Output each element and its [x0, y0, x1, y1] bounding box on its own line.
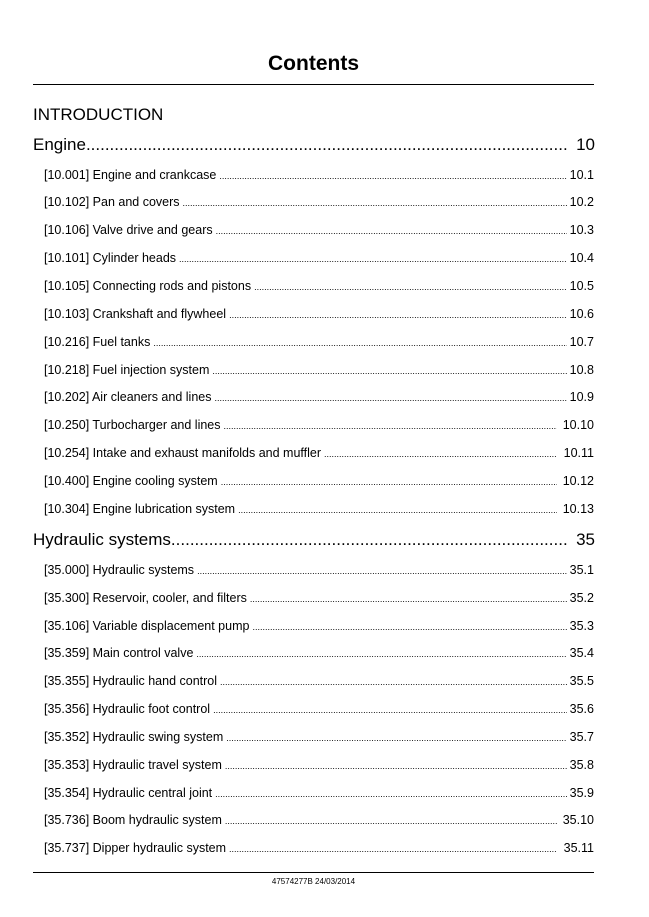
dot-leader — [153, 335, 566, 351]
title-rule — [33, 84, 594, 85]
toc-entry-page: 35.10 — [562, 813, 594, 827]
toc-entry-label: [10.101] Cylinder heads — [44, 251, 177, 265]
toc-entry[interactable] — [44, 562, 594, 579]
document-footer: 47574277B 24/03/2014 — [271, 877, 356, 886]
toc-entry-page: 10.13 — [562, 502, 594, 516]
toc-entry[interactable] — [44, 334, 594, 351]
toc-entry-label: [35.106] Variable displacement pump — [44, 619, 250, 633]
toc-entry-label: [35.356] Hydraulic foot control — [44, 702, 211, 716]
dot-leader — [213, 702, 567, 718]
toc-entry-page: 10.7 — [569, 335, 594, 349]
toc-entry-label: [10.216] Fuel tanks — [44, 335, 151, 349]
toc-entry[interactable] — [44, 645, 594, 662]
toc-entry[interactable] — [44, 785, 594, 802]
dot-leader — [226, 730, 566, 746]
toc-entry-page: 35.11 — [563, 841, 594, 855]
page-title: Contents — [268, 52, 359, 75]
toc-entry[interactable] — [44, 389, 594, 406]
toc-entry-label: [35.000] Hydraulic systems — [44, 563, 195, 577]
toc-entry-page: 10.2 — [569, 195, 594, 209]
footer-rule — [33, 872, 594, 873]
toc-entry[interactable] — [44, 473, 594, 490]
toc-entry-label: [35.355] Hydraulic hand control — [44, 674, 218, 688]
toc-entry-label: [10.102] Pan and covers — [44, 195, 180, 209]
dot-leader — [229, 307, 567, 323]
toc-entry-label: [10.202] Air cleaners and lines — [44, 390, 212, 404]
toc-entry-label: [10.106] Valve drive and gears — [44, 223, 213, 237]
toc-entry-page: 35.8 — [569, 758, 594, 772]
toc-section-hydraulic-systems[interactable] — [33, 529, 595, 551]
toc-entry[interactable] — [44, 417, 594, 434]
dot-leader — [215, 786, 567, 802]
toc-entry-label: [10.254] Intake and exhaust manifolds and muffler — [44, 446, 322, 460]
dot-leader — [179, 251, 567, 267]
dot-leader — [183, 195, 567, 211]
dot-leader — [324, 446, 557, 462]
toc-entry-page: 35.9 — [569, 786, 594, 800]
toc-entry[interactable] — [44, 501, 594, 518]
dot-leader — [196, 646, 566, 662]
toc-entry[interactable] — [44, 306, 594, 323]
toc-entry-label: [10.304] Engine lubrication system — [44, 502, 236, 516]
dot-leader — [252, 619, 566, 635]
toc-entry-label: [10.250] Turbocharger and lines — [44, 418, 221, 432]
toc-entry-label: [35.354] Hydraulic central joint — [44, 786, 213, 800]
toc-section-label: Engine — [33, 135, 86, 154]
toc-entry-label: [10.103] Crankshaft and flywheel — [44, 307, 227, 321]
toc-entry-page: 10.8 — [569, 363, 594, 377]
toc-section-engine[interactable] — [33, 134, 595, 156]
toc-entry-label: [35.300] Reservoir, cooler, and filters — [44, 591, 247, 605]
toc-entry[interactable] — [44, 812, 594, 829]
dot-leader — [254, 279, 567, 295]
dot-leader — [238, 502, 557, 518]
toc-entry[interactable] — [44, 618, 594, 635]
toc-entry-page: 35.2 — [569, 591, 594, 605]
toc-entry[interactable] — [44, 673, 594, 690]
toc-entry-page: 10.9 — [569, 390, 594, 404]
toc-entry-label: [35.353] Hydraulic travel system — [44, 758, 222, 772]
toc-entry-page: 10.3 — [569, 223, 594, 237]
toc-entry-page: 10.10 — [562, 418, 594, 432]
dot-leader — [212, 363, 566, 379]
toc-entry-label: [35.737] Dipper hydraulic system — [44, 841, 227, 855]
toc-entry-page: 35.5 — [569, 674, 594, 688]
toc-section-label: Hydraulic systems — [33, 530, 171, 549]
dot-leader — [250, 591, 567, 607]
toc-entry[interactable] — [44, 167, 594, 184]
introduction-heading: INTRODUCTION — [33, 105, 164, 124]
toc-entry-page: 35.6 — [569, 702, 594, 716]
dot-leader — [216, 223, 567, 239]
toc-entry-label: [10.001] Engine and crankcase — [44, 168, 217, 182]
toc-entry[interactable] — [44, 194, 594, 211]
toc-entry-label: [35.359] Main control valve — [44, 646, 194, 660]
toc-entry-page: 35.3 — [569, 619, 594, 633]
toc-entry-label: [10.400] Engine cooling system — [44, 474, 218, 488]
toc-entry-page: 10.1 — [569, 168, 594, 182]
dot-leader — [224, 418, 557, 434]
dot-leader — [86, 134, 567, 156]
toc-entry-label: [35.352] Hydraulic swing system — [44, 730, 224, 744]
toc-entry[interactable] — [44, 590, 594, 607]
toc-entry[interactable] — [44, 250, 594, 267]
toc-section-page: 35 — [576, 530, 595, 549]
toc-entry-page: 10.5 — [569, 279, 594, 293]
dot-leader — [171, 529, 567, 551]
toc-entry[interactable] — [44, 222, 594, 239]
toc-entry[interactable] — [44, 840, 594, 857]
dot-leader — [197, 563, 567, 579]
toc-entry-page: 10.4 — [569, 251, 594, 265]
toc-entry-label: [10.105] Connecting rods and pistons — [44, 279, 252, 293]
toc-entry[interactable] — [44, 701, 594, 718]
toc-entry-label: [10.218] Fuel injection system — [44, 363, 210, 377]
toc-entry-page: 10.11 — [563, 446, 594, 460]
dot-leader — [214, 390, 566, 406]
toc-section-page: 10 — [576, 135, 595, 154]
dot-leader — [225, 813, 557, 829]
dot-leader — [219, 168, 566, 184]
toc-entry[interactable] — [44, 757, 594, 774]
dot-leader — [229, 841, 557, 857]
toc-entry[interactable] — [44, 445, 594, 462]
toc-entry-page: 10.6 — [569, 307, 594, 321]
dot-leader — [225, 758, 567, 774]
dot-leader — [220, 674, 567, 690]
toc-entry-page: 10.12 — [562, 474, 594, 488]
toc-entry-page: 35.4 — [569, 646, 594, 660]
dot-leader — [221, 474, 557, 490]
toc-entry-page: 35.7 — [569, 730, 594, 744]
toc-entry[interactable] — [44, 362, 594, 379]
toc-entry[interactable] — [44, 729, 594, 746]
toc-entry[interactable] — [44, 278, 594, 295]
toc-entry-page: 35.1 — [569, 563, 594, 577]
toc-entry-label: [35.736] Boom hydraulic system — [44, 813, 222, 827]
